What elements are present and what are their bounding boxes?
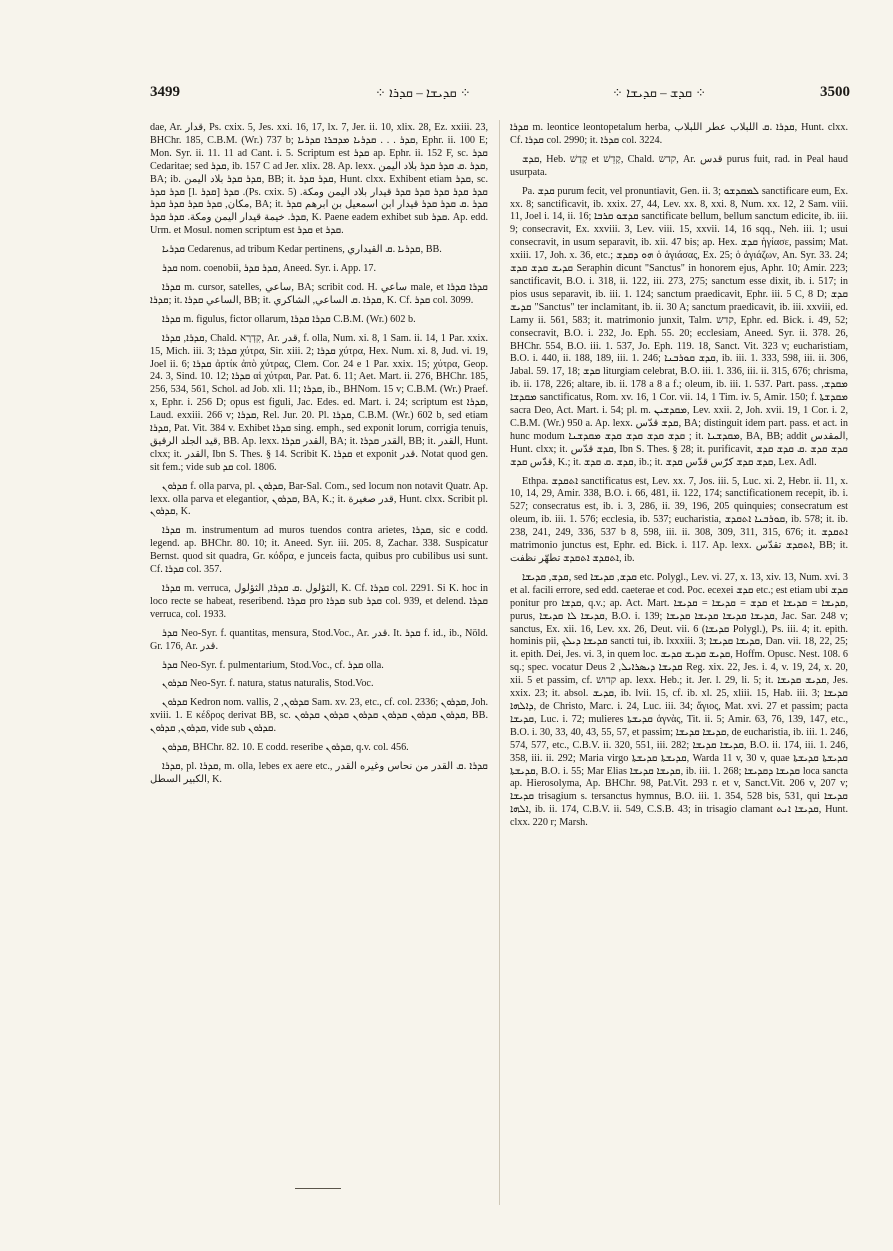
entry-paragraph: ܩܕܫ, Heb. קָדַשׁ et קָדֵשׁ, Chald. קדש, Ar. قدس purus fuit, rad. in Peal haud usurpata. xyxy=(510,153,848,178)
section-end-rule xyxy=(295,1188,341,1189)
entry-paragraph: ܩܕܪܐ m. verruca, الثؤلول .ܩ ܩܕܪܐ, الثؤلول, K. Cf. ܩܕܪܐ col. 2291. Si K. hoc in loco recte se habeat, reseribend. ܩܕܪܐ pro ܩܕܪܐ sub ܩܕܪ col. 939, et delend. ܩܕܪܐ verruca, col. 1933. xyxy=(150,583,488,620)
entry-paragraph: dae, Ar. قدار, Ps. cxix. 5, Jes. xxi. 16, 17, lx. 7, Jer. ii. 10, xlix. 28, Ez. xxiii. 23, BHChr. 185, C.B.M. (Wr.) 737 b; ܩܕܪ . . . ܩܕܪܝܐ ܡܕܒܪܐ ܩܕܪܝܐ, Ephr. ii. 100 E; Mon. Syr. ii. 11. 11 ad Cant. i. 5. Scriptum est ܩܕܪ ap. Ephr. ii. 152 F, sc. ܩܕܪ Cedaritae; sed ܩܕܪ, ib. 157 C ad Jer. xlix. 28. Ap. lexx. ܩܕܪ .ܩ ܩܕܪ ܩܕܪ بلاد اليمن, BA; ib. ܩܕܪ ܩܕܪ بلاد اليمن, BB; it. ܩܕܪ ܩܕܪ, Hunt. clxx. Exhibent etiam ܩܕܪ, sc. ܩܕܪ ܩܕܪ [l. ܩܕܪ] ܩܕܪ .(Ps. cxix. 5) ܩܕܪ ܩܕܪ ܩܕܪ ܩܕܪ ܩܕܪ قيدار بلاد اليمن ومكة. مكان, ܩܕܪ ܩܕܪ ܩܕܪ ܩܕܪ, BA; it. ܩܕܪ .ܩ ܩܕܪ ܩܕܪ قيدار ابن اسمعيل بن ابرهم ܩܕܪ ܩܕܪ. خيمة قيدار اليمن ومكة. ܩܕܪ ܩܕܪ, K. Paene eadem exhibet sub ܩܕܪ. Ap. edd. Urm. et Mosul. nomen scriptum est ܩܕܪ et ܩܕܪ. xyxy=(150,122,488,237)
left-column xyxy=(150,122,488,1202)
right-column xyxy=(510,122,848,1202)
column-divider xyxy=(499,120,500,1205)
entry-paragraph: ܩܕܪܘܢ Kedron nom. vallis, ܩܕܪܘܢ, 2 Sam. xv. 23, etc., cf. col. 2336; ܩܕܪܘܢ, Joh. xviii. 1. E κέδρος derivat BB, sc. ܩܕܪܘܢ ܩܕܪܘܢ ܩܕܪܘܢ ܩܕܪܘܢ ܩܕܪܘܢ ܩܕܪܘܢ, BB. ܩܕܪܘܢ, ܩܕܪܘܢ, vide sub ܩܕܪܘܢ. xyxy=(150,697,488,735)
entry-paragraph: ܩܕܪ Neo-Syr. f. pulmentarium, Stod.Voc., cf. ܩܕܪ olla. xyxy=(162,659,384,671)
entry-paragraph: ܩܕܪܐ m. leontice leontopetalum herba, ܩܕܪܐ .ܩ اللبلاب عطر اللبلاب, Hunt. clxx. Cf. ܩܕܪܐ col. 2990; it. ܩܕܪܐ col. 3224. xyxy=(510,122,848,146)
entry-paragraph: ܩܕܪܘܢ Neo-Syr. f. natura, status naturalis, Stod.Voc. xyxy=(162,678,374,690)
entry-paragraph: ܩܕܪ Neo-Syr. f. quantitas, mensura, Stod.Voc., Ar. قدر. It. ܩܕܪ f. id., ib., Nöld. Gr. 176, Ar. قدر. xyxy=(150,627,488,652)
entry-paragraph: Pa. ܩܕܫ purum fecit, vel pronuntiavit, Gen. ii. 3; ܠܡܩܕܫܘ sanctificare eum, Ex. xx. 8; sanctificavit, ib. xxix. 27, 44, Lev. xx. 8, xxi. 8, Num. xx. 12, 2 Sam. viii. 11, Joel i. 14, ii. 16; ܩܕܫܘ ܩܪܒܐ sanctificate bellum, bellum sanctum edicite, ib. iii. 9; consecravit, Ex. xxviii. 3, Lev. viii. 15, xxvii. 14, 16 sqq., Neh. iii. 1; usui consecravit, in usum separavit, ib. xii. 47 bis; ap. Hex. ܩܕܫ ἡγίασε, passim; Mat. xxiii. 17, Joh. x. 36, etc.; ܗܘ ܕܩܕܫ ὁ ἁγιάσας, Ex. 25; ὁ ἁγιάζων, An. Syr. 33. 24; ܩܕܝܫ ܩܕܫ ܩܕܫ Seraphin dicunt "Sanctus" in honorem ejus, Aphr. 10; Amir. 223; sanctificavit, B.O. i. 318, ii. 122, iii. 273, 275; sanctum esse dixit, ib. i. 517; in pios usus separavit, ib. iii. 1. 124; sanctum praedicavit, Ephr. iii. 5 C, 8 D; ܩܕܫ ܩܕܝܫ "Sanctus" ter inclamitant, ib. ii. 30 A; sanctum praedicavit, ib. iii. xxviii, ed. Lamy ii. 561, 583; it. matrimonio junxit, Talm. קדש, Ephr. ed. Bick. i. 49, 52; consecravit, B.O. i. 232, Jo. Eph. 55. 20; ecclesiam, Aneed. Syr. ii. 378. 26, BHChr. 554, B.O. iii. 1. 537, Jo. Eph. 119. 18, Sanct. Vit. 323 v; eucharistiam, B.O. i. 440, ii. 188, 189, iii. 1. 246; ܩܕܫ ܩܘܪܒܢܐ, ib. iii. 1. 333, 598, iii. ii. 306, Jabal. 59. 17, 18; ܩܕܫ liturgiam celebrat, B.O. iii. 1. 336, iii. ii. 315, 676; chrisma, ib. ii. 178, 226; altare, ib. ii. 178 a 8 a f.; oleum, ib. iii. 1. 537. Part. pass. ܡܩܕܫ, ܡܩܕܫܐ sanctificatus, Rom. xv. 16, 1 Cor. vii. 14, 1 Tim. iv. 5, Amir. 150; f. ܡܩܕܫܬܐ sacra Deo, Act. Mart. i. 54; pl. m. ܡܩܕܫܝܢ, Lev. xxii. 2, Joh. xvii. 19, 1 Cor. i. 2, C.B.M. (Wr.) 950 a. Ap. lexx. ܩܕܫ قدّس, BA; distinguit idem part. pass. et act. in hunc modum ܩܕܫ ܩܕܫ ܩܕܫ ܩܕܫ ܡܩܕܫܢܐ ; it. ܡܩܕܫܢܐ, BA, BB; addit المقدس, Hunt. clxx; it. ܩܕܫ قدّس, Ibn S. Thes. § 28; it. purificavit, ܩܕܫ ܩܕܫ .ܩ ܩܕܫ ܩܕܫ قدّس ܩܕܫ, K.; it. ܩܕܫ .ܩ ܩܕܫ, ib.; it. ܩܕܫ ܩܕܫ كرّس قدّس ܩܕܫ, Lex. Adl. xyxy=(510,185,848,468)
entry-paragraph: ܩܕܫ, ܩܕܝܫܐ, sed ܩܕܫ, ܩܕܝܫܐ etc. Polygl., Lev. vi. 27, x. 13, xiv. 13, Num. xvi. 3 et al. facili errore, sed edd. caeterae et cod. Poc. ecexei ܩܕܫ etc.; est etiam ubi ܩܕܫ ponitur pro ܩܕܫܐ, q.v.; ap. Act. Mart. ܩܕܫ = ܩܕܝܫܐ = ܩܕܝܫܐ et ܩܕܝܫܐ = ܩܕܝܫܐ, purus, ܩܕܝܫܐ ܠܐ ܩܕܝܫܐ, B.O. i. 139; ܩܕܝܫܐ ܩܕܝܫܐ ܩܕܝܫܐ ܩܕܝܫܐ, Jac. Sar. 248 v; sanctus, Ex. xii. 16, Lev. xx. 26, Deut. vii. 6 (ܩܕܝܫܐ Polygl.), Ps. iii. 4; it. epith. hominis pii, ܩܕܝܫܐ ܕܝܠܟ sancti tui, ib. lxxxiii. 3; ܩܕܝܫܐ ܩܕܝܫܐ, Dan. vii. 18, 22, 25; it. epith. Dei, Jes. vi. 3, in quem loc. ܩܕܝܫ ܩܕܝܫ ܩܕܝܫ, Hoffm. Opusc. Nest. 108. 6 sq.; spec. vocatur Deus ܩܕܝܫܐ ܕܝܣܪܐܝܠ, 2 Reg. xix. 22, Jes. i. 4, v. 19, 24, x. 20, xii. 5 et passim, cf. קדוש ap. lexx. Heb.; it. Jer. l. 29, li. 5; it. ܩܕܝܫ ܩܕܝܫܐ, Jes. xxix. 23; it. absol. ܩܕܝܫ, ib. lvii. 15, cf. ib. xl. 25, xliii. 15, Hab. iii. 3; ܩܕܝܫܐ ܕܐܠܗܐ, de Christo, Marc. i. 24, Luc. iii. 34; ἅγιος, Mat. xvi. 27 et passim; pacta ܩܕܝܫܐ, Luc. i. 72; mulieres ܩܕܝܫܬܐ ἁγνὰς, Tit. ii. 5; Amir. 63, 76, 139, 147, etc., B.O. i. 30, 33, 40, 43, 55, 57, et passim; ܩܕܝܫܐ ܩܕܝܫܐ, de eucharistia, ib. iii. 1. 246, 574, 577, etc., C.B.V. ii. 320, 551, iii. 282; ܩܕܝܫܐ ܩܕܝܫܐ, B.O. ii. 174, iii. 1. 246, 358, iii. ii. 292; Maria virgo ܩܕܝܫܬܐ ܩܕܝܫܬܐ, Warda 11 v, 30 v, quae ܩܕܝܫܬܐ ܩܕܝܫܬܐ ܩܕܝܫܬܐ, B.O. i. 55; Mar Elias ܩܕܝܫܐ ܩܕܝܫܐ, ib. iii. 1. 268; ܩܕܝܫܐ ܕܩܕܝܫܐ loca sancta ap. Hierosolyma, Ap. BHChr. 98, Pat.Vit. 293 r. et v, Sanct.Vit. 206 v, 207 v; ܩܕܝܫܐ trisagium s. tersanctus hymnus, B.O. iii. 1. 354, 528 bis, 531, qui ܩܕܝܫܐ ܐܠܗܐ, ib. ii. 174, C.B.V. ii. 549, C.S.B. 43; in trisagio clamant ܩܕܝܫܐ ܐܢܬ, Hunt. clxx. 220 r; Marsh. xyxy=(510,571,848,829)
page-header xyxy=(150,84,850,104)
entry-paragraph: ܩܕܪܐ, ܩܕܪܐ, Chald. קִדְרָא, Ar. قدر, f. olla, Num. xi. 8, 1 Sam. ii. 14, 1 Par. xxix. 15, Mich. iii. 3; ܩܕܪܐ χύτρα, Sir. xiii. 2; ܩܕܪܐ χύτρα, Hex. Num. xi. 8, Jud. vi. 19, Joel ii. 6; ܩܕܪܐ ἀρτίκ ἀπὸ χύτρας, Clem. Cor. 24 e 1 Par. xxix. 15; χύτρα, Geop. 24. 3, Sind. 10. 12; ܩܕܪܐ αἱ χύτραι, Par. Pat. 6. 11; Aet. Mart. ii. 276, BHChr. 185, 256, 534, 561, Schol. ad Job. xli. 11; ܩܕܪܐ, ib., BHNom. 15 v; C.B.M. (Wr.) Praef. x, Ephr. i. 256 D; opus est figuli, Jac. Edes. ed. Mart. i. 24; scriptum est ܩܕܪܐ, Laud. exxiii. 266 v; ܩܕܪܐ, Rel. Jur. 20. Pl. ܩܕܪܐ, C.B.M. (Wr.) 602 b, sed etiam ܩܕܪܐ, Pat. Vit. 384 v. Exhibet ܩܕܪܐ sing. emph., sed exponit lorum, corrigia tenuis, قيد الجلد الرقيق, BB. Ap. lexx. القدر ܩܕܪܐ, BA; it. القدر ܩܕܪܐ, BB; it. القدر, Hunt. clxx; it. القدر, Ibn S. Thes. § 14. Scribit K. ܩܕܪܐ et exponit قدر. Notat quod gen. sit fem.; vide sub ܩܕ col. 1806. xyxy=(150,332,488,473)
entry-paragraph: ܩܕܪܝܐ Cedarenus, ad tribum Kedar pertinens, ܩܕܪܝܐ .ܩ القيداري, BB. xyxy=(162,244,442,256)
entry-paragraph: Ethpa. ܐܬܩܕܫ sanctificatus est, Lev. xx. 7, Jos. iii. 5, Luc. xi. 2, Hebr. ii. 11, x. 10, 14, 29, Amir. 338, B.O. i. 66, 481, ii. 122, 174; sanctificationem recepit, ib. i. 527; consecratus est, ib. i. 3, 286, ii. 39, 196, 205 quinquies; consecratum est oleum, ib. iii. 1. 576; ecclesia, ib. 537; eucharistia, ܩܘܪܒܢܐ ܐܬܩܕܫ, ib. 578; it. ib. 238, 241, 249, 336, 537 b 8, 598, iii. ii. 308, 309, 311, 315, 676; it. ܐܬܩܕܫ matrimonio junctus est, Ephr. ed. Bick. i. 117. Ap. lexx. ܐܬܩܕܫ تقدّس, BB; it. ܐܬܩܕܫ ܐܬܩܕܫ تطهّر نظفت, ib. xyxy=(510,475,848,564)
entry-paragraph: ܩܕܪܐ m. cursor, satelles, ساعي, BA; scribit cod. H. ساعي male, et ܩܕܪܐ ܩܕܪܐ ܩܕܪܐ; it. الساعي ܩܕܪܐ, BB; it. ܩܕܪܐ .ܩ الساعي, الشاكري, K. Cf. ܩܕܪ col. 3099. xyxy=(150,281,488,306)
entry-paragraph: ܩܕܪ nom. coenobii, ܩܕܪ ܩܕܪ, Aneed. Syr. i. App. 17. xyxy=(162,263,377,275)
entry-paragraph: ܩܕܪܐ m. figulus, fictor ollarum, ܩܕܪܐ ܩܕܪܐ C.B.M. (Wr.) 602 b. xyxy=(162,313,416,325)
right-page-number: 3500 xyxy=(820,84,850,100)
right-running-head: ⁘ ܩܕܫ – ܩܕܝܫܐ ⁘ xyxy=(612,85,707,100)
entry-paragraph: ܩܕܪܐ, pl. ܩܕܪܐ, m. olla, lebes ex aere etc., ܩܕܪܐ .ܩ القدر من نحاس وغيره القدر الكبير السطل, K. xyxy=(150,760,488,785)
entry-paragraph: ܩܕܪܘܢ, BHChr. 82. 10. E codd. reseribe ܩܕܪܘܢ, q.v. col. 456. xyxy=(162,742,409,754)
left-running-head: ⁘ ܩܕܝܫܐ – ܩܕܪܐ ⁘ xyxy=(375,85,471,100)
entry-paragraph: ܩܕܪܘܢ f. olla parva, pl. ܩܕܪܘܢ, Bar-Sal. Com., sed locum non notavit Quatr. Ap. lexx. olla parva et elegantior, ܩܕܪܘܢ, BA, K.; it. قدر صغيرة, Hunt. clxx. Scribit pl. ܩܕܪܘܢ, K. xyxy=(150,480,488,518)
entry-paragraph: ܩܕܪܐ m. instrumentum ad muros tuendos contra arietes, ܩܕܪܐ, sic e codd. legend. ap. BHChr. 80. 10; it. Aneed. Syr. iii. 205. 8, Zachar. 338. Suspicatur Bernst. quod sit quadra, Gr. κόδρα, e junceis facta, quibus pro cubilibus usi sunt. Cf. ܩܕܪܐ col. 357. xyxy=(150,525,488,576)
left-page-number: 3499 xyxy=(150,84,180,100)
